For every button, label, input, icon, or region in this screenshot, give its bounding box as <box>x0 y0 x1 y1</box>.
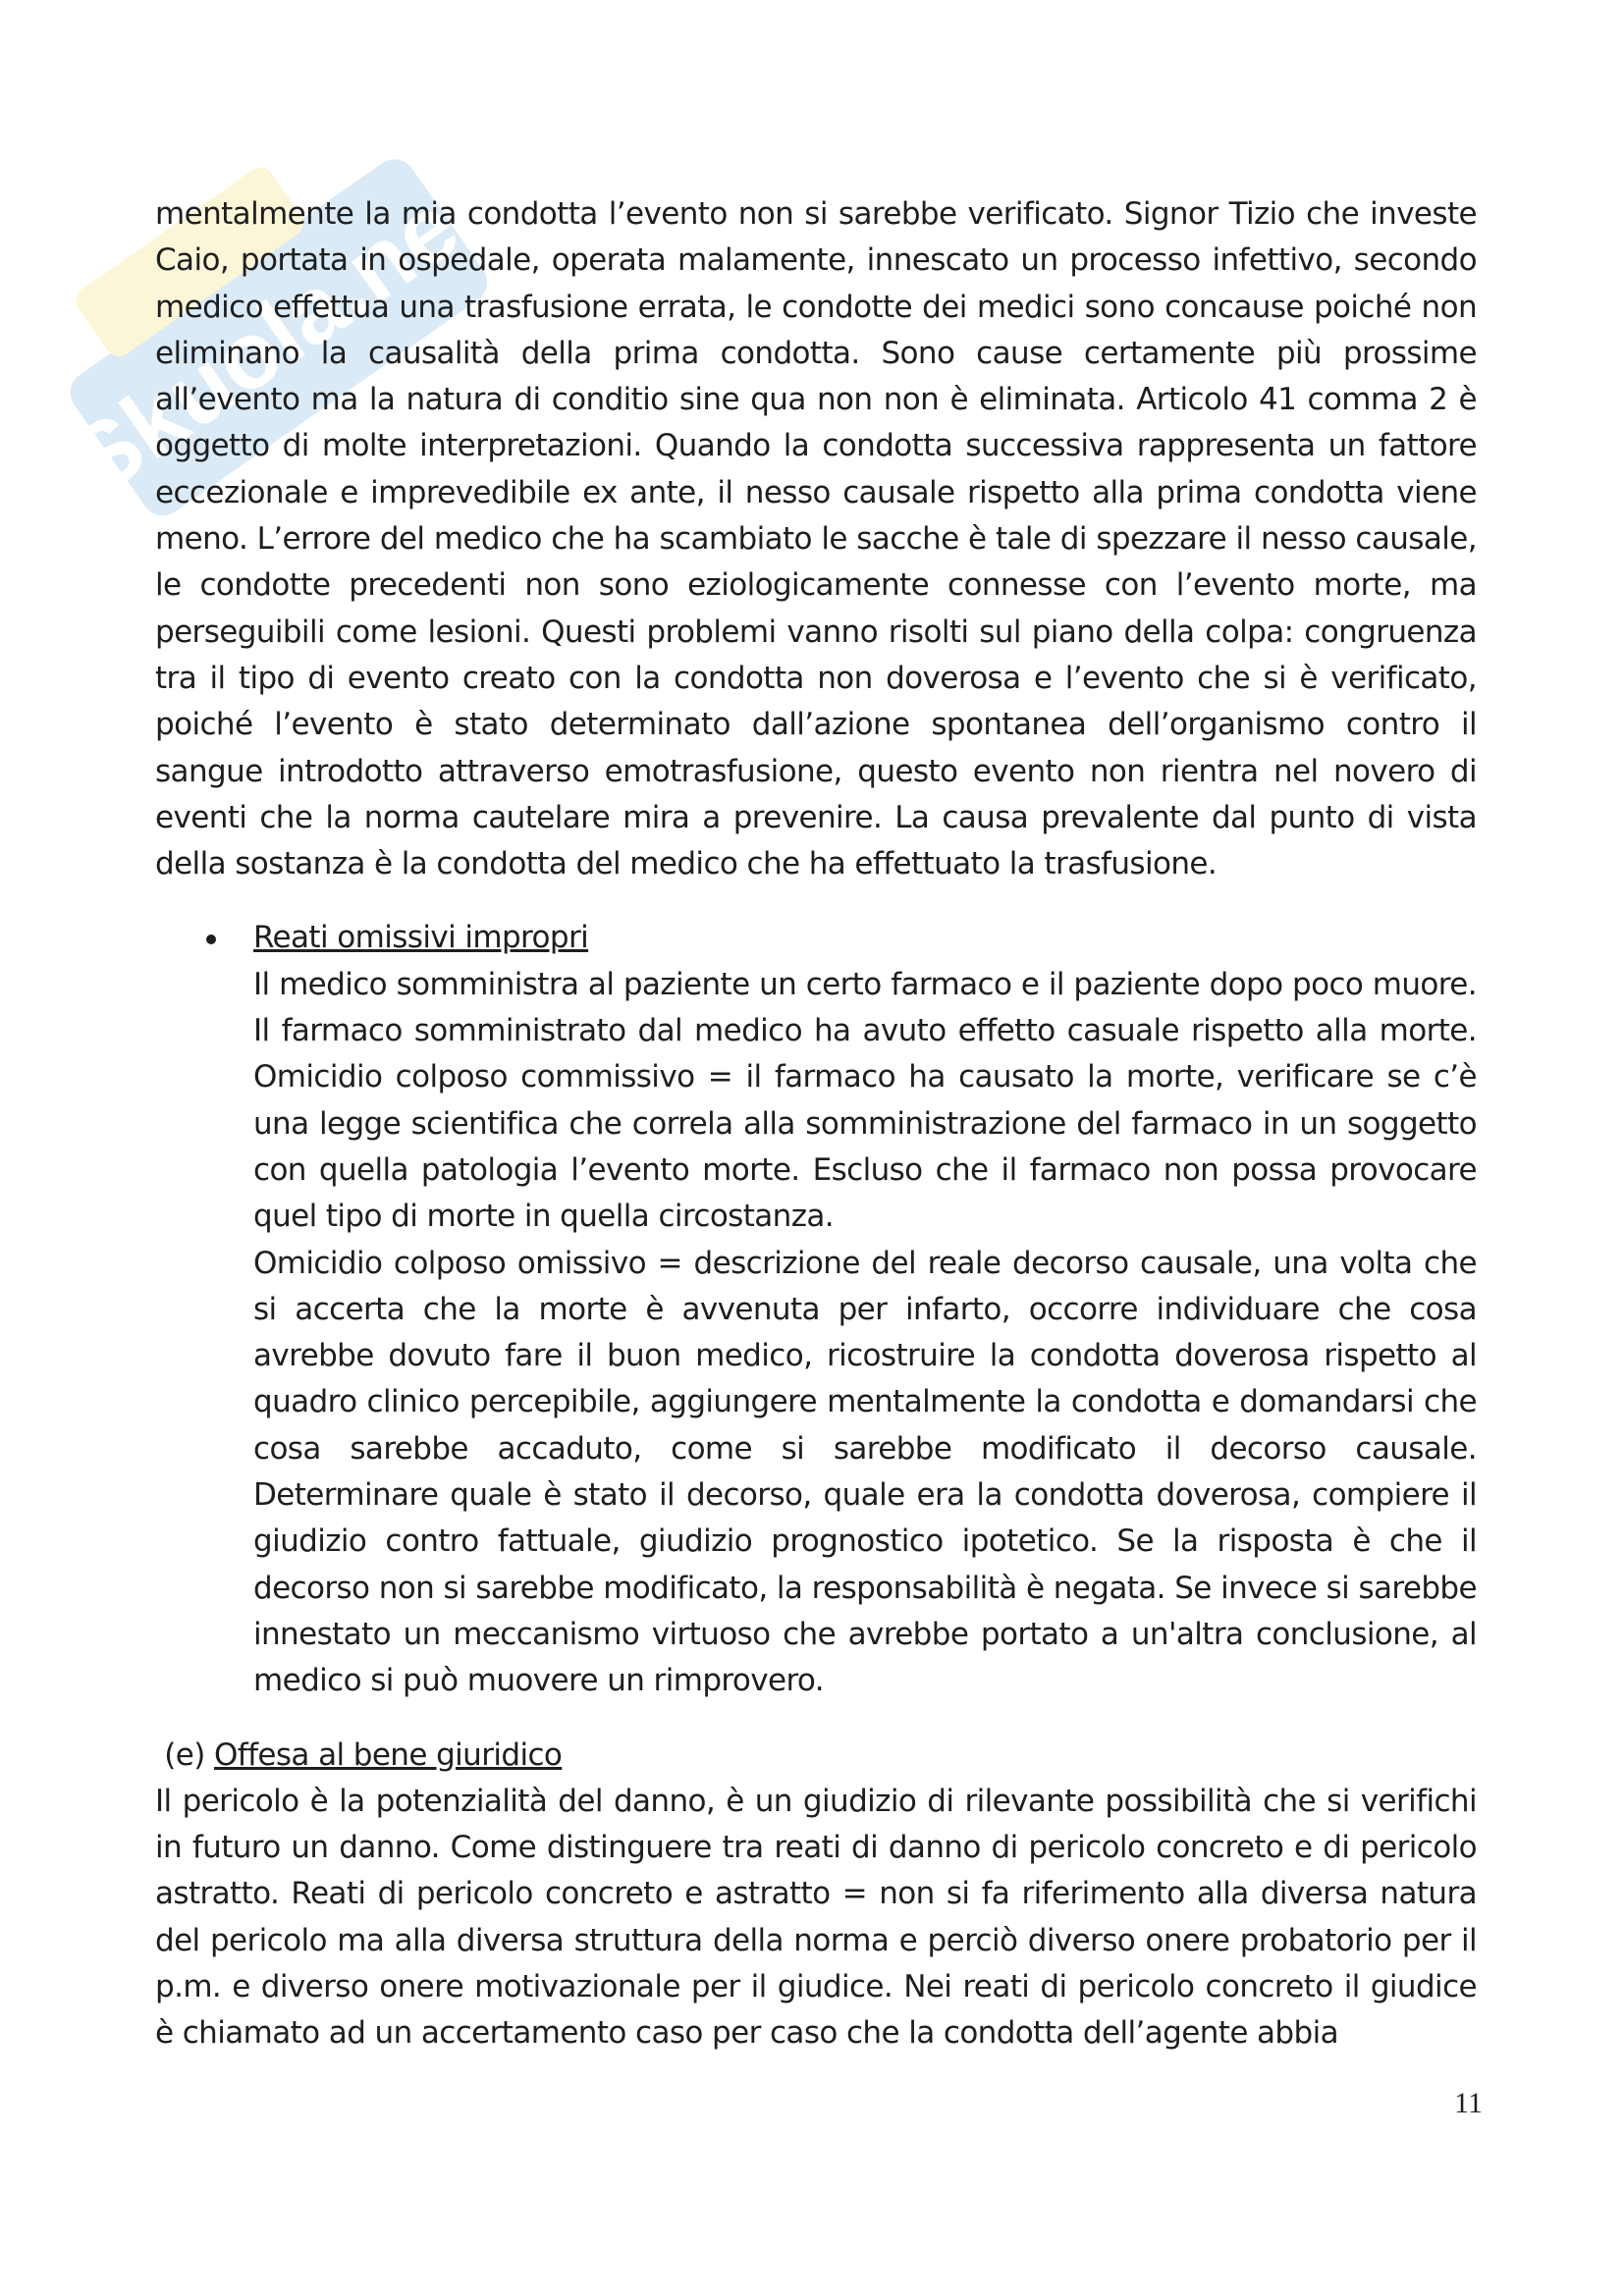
section-paragraph: Il pericolo è la potenzialità del danno, è un giudizio di rilevante possibilità che si verifichi in futuro un danno. Come distinguere tra reati di danno di pericolo concreto e di pericolo astratto. Reati di pericolo concreto e astratto = non si fa riferimento alla diversa natura del pericolo ma alla diversa struttura della norma e perciò diverso onere probatorio per il p.m. e diverso onere motivazionale per il giudice. Nei reati di pericolo concreto il giudice è chiamato ad un accertamento caso per caso che la condotta dell’agente abbia <box>155 1783 1477 2052</box>
section-e <box>155 1733 1477 2057</box>
page-number: 11 <box>1454 2087 1483 2119</box>
section-title: Offesa al bene giuridico <box>213 1736 563 1773</box>
list-item <box>155 915 1477 1704</box>
section-label: (e) <box>155 1736 214 1773</box>
bullet-list <box>155 915 1477 1704</box>
list-item-paragraph: Omicidio colposo omissivo = descrizione del reale decorso causale, una volta che si accerta che la morte è avvenuta per infarto, occorre individuare che cosa avrebbe dovuto fare il buon medico, ricostruire la condotta doverosa rispetto al quadro clinico percepibile, aggiungere mentalmente la condotta e domandarsi che cosa sarebbe accaduto, come si sarebbe modificato il decorso causale. Determinare quale è stato il decorso, quale era la condotta doverosa, compiere il giudizio contro fattuale, giudizio prognostico ipotetico. Se la risposta è che il decorso non si sarebbe modificato, la responsabilità è negata. Se invece si sarebbe innestato un meccanismo virtuoso che avrebbe portato a un'altra conclusione, al medico si può muovere un rimprovero. <box>253 1245 1477 1699</box>
bullet-icon <box>206 934 216 944</box>
watermark-text: Skuola.net <box>51 155 503 515</box>
body-paragraph: mentalmente la mia condotta l’evento non si sarebbe verificato. Signor Tizio che investe Caio, portata in ospedale, operata malamente, innescato un processo infettivo, secondo medico effettua una trasfusione errata, le condotte dei medici sono concause poiché non eliminano la causalità della prima condotta. Sono cause certamente più prossime all’evento ma la natura di conditio sine qua non non è eliminata. Articolo 41 comma 2 è oggetto di molte interpretazioni. Quando la condotta successiva rappresenta un fattore eccezionale e imprevedibile ex ante, il nesso causale rispetto alla prima condotta viene meno. L’errore del medico che ha scambiato le sacche è tale di spezzare il nesso causale, le condotte precedenti non sono eziologicamente connesse con l’evento morte, ma perseguibili come lesioni. Questi problemi vanno risolti sul piano della colpa: congruenza tra il tipo di evento creato con la condotta non doverosa e l’evento che si è verificato, poiché l’evento è stato determinato dall’azione spontanea dell’organismo contro il sangue introdotto attraverso emotrasfusione, questo evento non rientra nel novero di eventi che la norma cautelare mira a prevenire. La causa prevalente dal punto di vista della sostanza è la condotta del medico che ha effettuato la trasfusione. <box>155 196 1477 882</box>
list-item-title: Reati omissivi impropri <box>253 920 589 956</box>
section-heading <box>155 1733 1477 1779</box>
page-content <box>155 191 1477 2057</box>
list-item-paragraph: Il medico somministra al paziente un certo farmaco e il paziente dopo poco muore. Il farmaco somministrato dal medico ha avuto effetto casuale rispetto alla morte. Omicidio colposo commissivo = il farmaco ha causato la morte, verificare se c’è una legge scientifica che correla alla somministrazione del farmaco in un soggetto con quella patologia l’evento morte. Escluso che il farmaco non possa provocare quel tipo di morte in quella circostanza. <box>253 966 1477 1235</box>
